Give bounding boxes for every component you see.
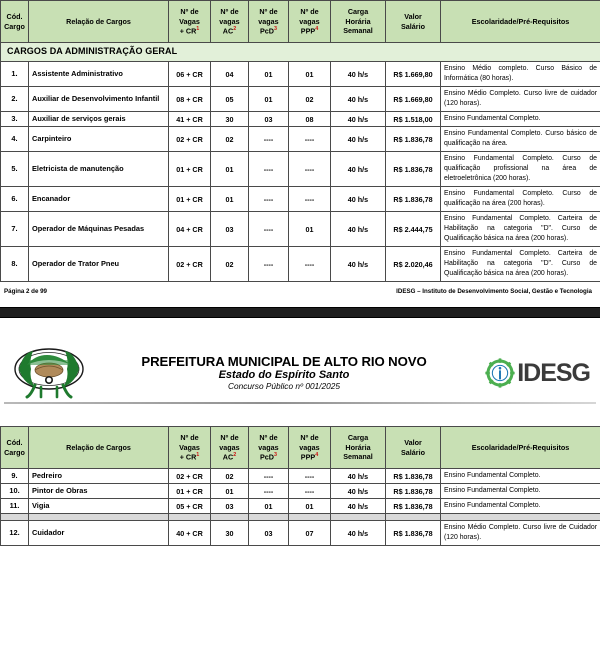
- cell-carga-horaria: 40 h/s: [331, 127, 386, 152]
- cell-requisitos: Ensino Fundamental Completo. Curso básico de qualificação na área.: [441, 127, 600, 152]
- table-row: [1, 499, 600, 514]
- cell-carga-horaria: 40 h/s: [331, 469, 386, 484]
- col-header-vagas-cr-l1: Nº de: [180, 7, 199, 17]
- col-header-codigo: [1, 427, 29, 469]
- cell-vagas-pcd: ----: [249, 152, 289, 187]
- cell-codigo: 9.: [1, 469, 29, 484]
- cell-codigo: 11.: [1, 499, 29, 514]
- cell-vagas-ppp: ----: [289, 469, 331, 484]
- cell-requisitos: Ensino Fundamental Completo. Carteira de Habilitação na categoria "D". Curso de Qualificação básica na área (200 horas).: [441, 247, 600, 282]
- cell-codigo: 2.: [1, 87, 29, 112]
- cell-vagas-ac: 03: [211, 212, 249, 247]
- cell-requisitos: Ensino Médio Completo. Curso livre de Cuidador (120 horas).: [441, 521, 600, 546]
- cell-vagas-pcd: ----: [249, 247, 289, 282]
- table-row: [1, 127, 600, 152]
- col-header-escolaridade: Escolaridade/Pré-Requisitos: [441, 1, 600, 43]
- cell-vagas-ac: 05: [211, 87, 249, 112]
- idesg-logo: [480, 358, 590, 388]
- cell-carga-horaria: 40 h/s: [331, 112, 386, 127]
- cell-codigo: 5.: [1, 152, 29, 187]
- col-header-carga-l2: Horária: [345, 16, 371, 26]
- cell-vagas-pcd: 01: [249, 87, 289, 112]
- cell-cargo: Vigia: [29, 499, 169, 514]
- table-rows-page1: [1, 62, 600, 282]
- footnote-marker-4: 4: [315, 25, 319, 32]
- table-row: [1, 212, 600, 247]
- brasao-icon: [10, 347, 88, 399]
- cell-codigo: 7.: [1, 212, 29, 247]
- col-header-vagas-pcd-l2: vagas: [258, 16, 279, 26]
- col-header-vagas-pcd: [249, 427, 289, 469]
- col-header-vagas-cr-l1: Nº de: [180, 433, 199, 443]
- table-rows-page2: [1, 469, 600, 546]
- cell-vagas-ac: 02: [211, 469, 249, 484]
- cell-vagas-cr: 40 + CR: [169, 521, 211, 546]
- col-header-vagas-ac-l1: Nº de: [220, 433, 239, 443]
- col-header-codigo-l2: Cargo: [4, 21, 25, 31]
- page-title: PREFEITURA MUNICIPAL DE ALTO RIO NOVO: [141, 354, 427, 370]
- cell-vagas-ppp: 07: [289, 521, 331, 546]
- cell-vagas-pcd: 01: [249, 62, 289, 87]
- page-break-separator: [0, 307, 600, 318]
- page-2: [0, 342, 600, 546]
- table-row: [1, 484, 600, 499]
- cell-codigo: 4.: [1, 127, 29, 152]
- col-header-vagas-ac-l3: AC: [222, 26, 234, 36]
- cell-vagas-cr: 01 + CR: [169, 484, 211, 499]
- col-header-vagas-ppp: [289, 1, 331, 43]
- idesg-wordmark: IDESG: [517, 358, 590, 387]
- cell-carga-horaria: 40 h/s: [331, 152, 386, 187]
- cell-vagas-cr: 02 + CR: [169, 247, 211, 282]
- col-header-vagas-ac-l2: vagas: [219, 16, 240, 26]
- cell-vagas-pcd: ----: [249, 212, 289, 247]
- col-header-valor-l2: Salário: [401, 447, 425, 457]
- cell-cargo: Auxiliar de serviços gerais: [29, 112, 169, 127]
- cell-vagas-ppp: ----: [289, 127, 331, 152]
- table-body-page1: [1, 43, 600, 62]
- col-header-vagas-pcd-l2: vagas: [258, 442, 279, 452]
- cell-vagas-pcd: 03: [249, 112, 289, 127]
- cell-vagas-pcd: 03: [249, 521, 289, 546]
- cell-vagas-pcd: ----: [249, 127, 289, 152]
- col-header-carga-horaria: [331, 427, 386, 469]
- spacer-cell: [29, 514, 169, 521]
- footer-page-number: Página 2 de 99: [4, 288, 47, 295]
- col-header-vagas-cr-l3: + CR: [179, 452, 197, 462]
- col-header-vagas-ppp-l2: vagas: [299, 16, 320, 26]
- col-header-escolaridade: Escolaridade/Pré-Requisitos: [441, 427, 600, 469]
- col-header-vagas-pcd-l1: Nº de: [259, 433, 278, 443]
- col-header-vagas-ppp-l1: Nº de: [300, 433, 319, 443]
- cell-carga-horaria: 40 h/s: [331, 62, 386, 87]
- spacer-cell: [441, 514, 600, 521]
- cell-vagas-cr: 04 + CR: [169, 212, 211, 247]
- cell-requisitos: Ensino Médio Completo. Curso livre de cuidador (120 horas).: [441, 87, 600, 112]
- cell-carga-horaria: 40 h/s: [331, 499, 386, 514]
- footnote-marker-1: 1: [196, 25, 200, 32]
- cell-cargo: Pedreiro: [29, 469, 169, 484]
- footnote-marker-3: 3: [273, 451, 277, 458]
- col-header-carga-l1: Carga: [347, 7, 369, 17]
- col-header-vagas-ppp: [289, 427, 331, 469]
- cell-carga-horaria: 40 h/s: [331, 484, 386, 499]
- col-header-vagas-ac: [211, 427, 249, 469]
- cell-vagas-ppp: 08: [289, 112, 331, 127]
- page-subtitle-estado: Estado do Espírito Santo: [218, 369, 350, 382]
- cell-codigo: 3.: [1, 112, 29, 127]
- cell-vagas-ac: 01: [211, 484, 249, 499]
- cell-requisitos: Ensino Fundamental Completo.: [441, 469, 600, 484]
- cell-vagas-ppp: 01: [289, 62, 331, 87]
- cell-carga-horaria: 40 h/s: [331, 247, 386, 282]
- cell-requisitos: Ensino Fundamental Completo. Curso de qualificação na área (200 horas).: [441, 187, 600, 212]
- cell-codigo: 6.: [1, 187, 29, 212]
- col-header-vagas-cr-l3: + CR: [179, 26, 197, 36]
- col-header-vagas-cr-l2: Vagas: [179, 16, 200, 26]
- col-header-relacao-cargos: Relação de Cargos: [29, 427, 169, 469]
- page-gap: [0, 318, 600, 342]
- table-header-page1: [1, 1, 600, 43]
- col-header-carga-l3: Semanal: [343, 452, 373, 462]
- cell-vagas-cr: 02 + CR: [169, 469, 211, 484]
- spacer-cell: [169, 514, 211, 521]
- cell-valor-salario: R$ 1.836,78: [386, 187, 441, 212]
- cell-vagas-ppp: 01: [289, 212, 331, 247]
- col-header-vagas-cr-l2: Vagas: [179, 442, 200, 452]
- table-row: [1, 521, 600, 546]
- cell-vagas-cr: 01 + CR: [169, 152, 211, 187]
- cell-codigo: 10.: [1, 484, 29, 499]
- cell-cargo: Operador de Máquinas Pesadas: [29, 212, 169, 247]
- cell-vagas-ac: 02: [211, 127, 249, 152]
- header-title-block: [88, 354, 480, 392]
- cell-vagas-ppp: 01: [289, 499, 331, 514]
- cell-cargo: Auxiliar de Desenvolvimento Infantil: [29, 87, 169, 112]
- cell-valor-salario: R$ 1.836,78: [386, 521, 441, 546]
- footnote-marker-4: 4: [315, 451, 319, 458]
- col-header-relacao-cargos: Relação de Cargos: [29, 1, 169, 43]
- spacer-cell: [386, 514, 441, 521]
- spacer-cell: [331, 514, 386, 521]
- col-header-carga-l1: Carga: [347, 433, 369, 443]
- cell-vagas-pcd: ----: [249, 469, 289, 484]
- cell-vagas-pcd: 01: [249, 499, 289, 514]
- cell-vagas-ac: 30: [211, 521, 249, 546]
- cell-vagas-ppp: ----: [289, 187, 331, 212]
- spacer-cell: [211, 514, 249, 521]
- cell-vagas-pcd: ----: [249, 484, 289, 499]
- gear-icon: [485, 358, 515, 388]
- cell-vagas-ac: 02: [211, 247, 249, 282]
- table-row: [1, 87, 600, 112]
- cell-vagas-cr: 08 + CR: [169, 87, 211, 112]
- col-header-valor-l1: Valor: [404, 12, 422, 22]
- cell-vagas-pcd: ----: [249, 187, 289, 212]
- cell-vagas-ppp: ----: [289, 152, 331, 187]
- col-header-vagas-cr: [169, 1, 211, 43]
- col-header-vagas-pcd-l3: PcD: [260, 26, 274, 36]
- cell-vagas-ac: 04: [211, 62, 249, 87]
- cell-cargo: Encanador: [29, 187, 169, 212]
- cell-cargo: Operador de Trator Pneu: [29, 247, 169, 282]
- col-header-codigo-l1: Cód.: [6, 438, 23, 448]
- cell-requisitos: Ensino Fundamental Completo. Carteira de Habilitação na categoria "D". Curso de Qualificação básica na área (200 horas).: [441, 212, 600, 247]
- col-header-vagas-cr: [169, 427, 211, 469]
- cell-requisitos: Ensino Fundamental Completo.: [441, 499, 600, 514]
- header-spacing: [0, 404, 600, 426]
- table-header-row: [1, 427, 600, 469]
- cell-vagas-cr: 41 + CR: [169, 112, 211, 127]
- cell-codigo: 1.: [1, 62, 29, 87]
- col-header-vagas-pcd-l1: Nº de: [259, 7, 278, 17]
- cell-cargo: Assistente Administrativo: [29, 62, 169, 87]
- spacer-cell: [289, 514, 331, 521]
- page-subtitle-concurso: Concurso Público nº 001/2025: [228, 381, 340, 392]
- col-header-valor-salario: [386, 1, 441, 43]
- cell-requisitos: Ensino Médio completo. Curso Básico de Informática (80 horas).: [441, 62, 600, 87]
- cell-valor-salario: R$ 1.836,78: [386, 127, 441, 152]
- spacer-cell: [249, 514, 289, 521]
- footnote-marker-1: 1: [196, 451, 200, 458]
- cell-vagas-ppp: ----: [289, 484, 331, 499]
- footnote-marker-2: 2: [233, 25, 237, 32]
- cell-requisitos: Ensino Fundamental Completo.: [441, 484, 600, 499]
- footnote-marker-3: 3: [273, 25, 277, 32]
- table-row: [1, 112, 600, 127]
- table-row: [1, 247, 600, 282]
- cell-requisitos: Ensino Fundamental Completo. Curso de qualificação profissional na área de eletroeletrônica (200 horas).: [441, 152, 600, 187]
- col-header-vagas-ac-l2: vagas: [219, 442, 240, 452]
- cell-vagas-cr: 01 + CR: [169, 187, 211, 212]
- cell-cargo: Carpinteiro: [29, 127, 169, 152]
- table-row: [1, 62, 600, 87]
- cell-vagas-ac: 01: [211, 152, 249, 187]
- table-spacer-row: [1, 514, 600, 521]
- cell-vagas-cr: 05 + CR: [169, 499, 211, 514]
- document-header: [0, 342, 600, 400]
- col-header-codigo-l1: Cód.: [6, 12, 23, 22]
- table-row: [1, 152, 600, 187]
- col-header-valor-l2: Salário: [401, 21, 425, 31]
- col-header-vagas-ppp-l1: Nº de: [300, 7, 319, 17]
- cell-valor-salario: R$ 1.836,78: [386, 152, 441, 187]
- col-header-valor-salario: [386, 427, 441, 469]
- cell-valor-salario: R$ 1.669,80: [386, 87, 441, 112]
- page-footer-1: [0, 282, 600, 295]
- col-header-codigo: [1, 1, 29, 43]
- section-title-cargos-administracao-geral: CARGOS DA ADMINISTRAÇÃO GERAL: [1, 43, 600, 62]
- cell-vagas-ppp: ----: [289, 247, 331, 282]
- cell-valor-salario: R$ 1.836,78: [386, 499, 441, 514]
- footer-institute-name: IDESG – Instituto de Desenvolvimento Social, Gestão e Tecnologia: [396, 288, 592, 295]
- col-header-carga-l3: Semanal: [343, 26, 373, 36]
- section-title-row: [1, 43, 600, 62]
- cell-carga-horaria: 40 h/s: [331, 212, 386, 247]
- col-header-codigo-l2: Cargo: [4, 447, 25, 457]
- cell-vagas-ac: 03: [211, 499, 249, 514]
- cell-valor-salario: R$ 1.669,80: [386, 62, 441, 87]
- cell-carga-horaria: 40 h/s: [331, 521, 386, 546]
- col-header-vagas-ac-l3: AC: [222, 452, 234, 462]
- col-header-vagas-ac: [211, 1, 249, 43]
- cell-vagas-ac: 30: [211, 112, 249, 127]
- spacer-cell: [1, 514, 29, 521]
- table-header-page2: [1, 427, 600, 469]
- col-header-valor-l1: Valor: [404, 438, 422, 448]
- page-1: [0, 0, 600, 295]
- cell-valor-salario: R$ 1.836,78: [386, 484, 441, 499]
- cell-carga-horaria: 40 h/s: [331, 187, 386, 212]
- cell-vagas-cr: 02 + CR: [169, 127, 211, 152]
- cell-requisitos: Ensino Fundamental Completo.: [441, 112, 600, 127]
- col-header-vagas-ppp-l3: PPP: [300, 452, 316, 462]
- cell-cargo: Eletricista de manutenção: [29, 152, 169, 187]
- col-header-vagas-ppp-l2: vagas: [299, 442, 320, 452]
- col-header-carga-l2: Horária: [345, 442, 371, 452]
- col-header-vagas-pcd: [249, 1, 289, 43]
- cell-valor-salario: R$ 1.518,00: [386, 112, 441, 127]
- table-header-row: [1, 1, 600, 43]
- table-row: [1, 187, 600, 212]
- cell-codigo: 8.: [1, 247, 29, 282]
- cell-vagas-ac: 01: [211, 187, 249, 212]
- cell-carga-horaria: 40 h/s: [331, 87, 386, 112]
- cargos-table-page1: [0, 0, 600, 282]
- footnote-marker-2: 2: [233, 451, 237, 458]
- col-header-carga-horaria: [331, 1, 386, 43]
- col-header-vagas-ppp-l3: PPP: [300, 26, 316, 36]
- cargos-table-page2: [0, 426, 600, 546]
- col-header-vagas-pcd-l3: PcD: [260, 452, 274, 462]
- cell-vagas-ppp: 02: [289, 87, 331, 112]
- cell-vagas-cr: 06 + CR: [169, 62, 211, 87]
- cell-cargo: Cuidador: [29, 521, 169, 546]
- cell-valor-salario: R$ 2.444,75: [386, 212, 441, 247]
- cell-codigo: 12.: [1, 521, 29, 546]
- cell-valor-salario: R$ 1.836,78: [386, 469, 441, 484]
- table-row: [1, 469, 600, 484]
- cell-valor-salario: R$ 2.020,46: [386, 247, 441, 282]
- cell-cargo: Pintor de Obras: [29, 484, 169, 499]
- col-header-vagas-ac-l1: Nº de: [220, 7, 239, 17]
